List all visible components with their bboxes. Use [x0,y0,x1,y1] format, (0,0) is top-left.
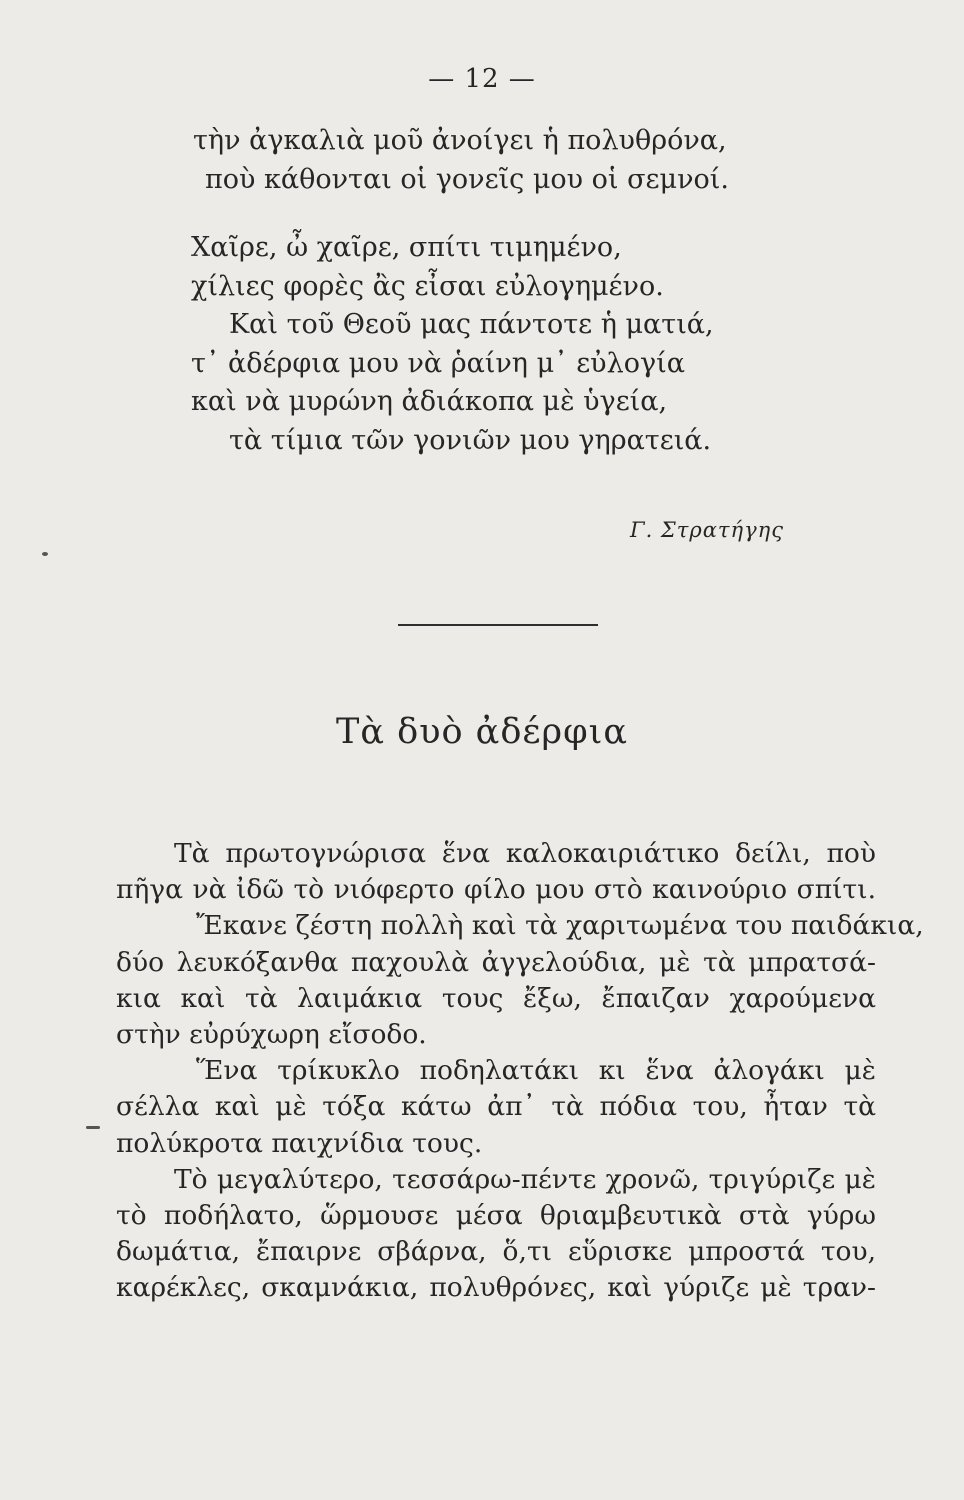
poem [0,122,964,460]
page-number: — 12 — [428,64,536,94]
margin-mark [42,552,48,556]
poem-signature: Γ. Στρατήγης [630,518,785,542]
story-line: πῆγα νὰ ἰδῶ τὸ νιόφερτο φίλο μου στὸ καινούριο σπίτι. [116,874,876,906]
poem-line: τὰ τίμια τῶν γονιῶν μου γηρατειά. [229,424,712,456]
story-line: πολύκροτα παιχνίδια τους. [116,1127,483,1159]
margin-mark [86,1126,100,1129]
story-line: Ἕνα τρίκυκλο ποδηλατάκι κι ἕνα ἀλογάκι μὲ [196,1055,876,1087]
story-title: Τὰ δυὸ ἀδέρφια [336,712,628,752]
poem-line: Καὶ τοῦ Θεοῦ μας πάντοτε ἡ ματιά, [229,309,714,340]
story-text [116,836,924,1306]
story-line: κια καὶ τὰ λαιμάκια τους ἔξω, ἔπαιζαν χαρούμενα [116,982,876,1014]
poem-line: χίλιες φορὲς ἂς εἶσαι εὐλογημένο. [191,270,664,302]
section-divider [398,624,598,626]
story-line: στὴν εὐρύχωρη εἴσοδο. [116,1018,427,1050]
story-line: δωμάτια, ἔπαιρνε σβάρνα, ὅ,τι εὕρισκε μπροστά του, [116,1236,876,1268]
story-line: τὸ ποδήλατο, ὥρμουσε μέσα θριαμβευτικὰ στὰ γύρω [116,1199,876,1231]
poem-line: ποὺ κάθονται οἱ γονεῖς μου οἱ σεμνοί. [205,163,729,195]
poem-line: τὴν ἀγκαλιὰ μοῦ ἀνοίγει ἡ πολυθρόνα, [193,125,727,156]
poem-line: Χαῖρε, ὦ χαῖρε, σπίτι τιμημένο, [191,232,622,263]
story-line: καρέκλες, σκαμνάκια, πολυθρόνες, καὶ γύριζε μὲ τραν- [116,1272,876,1304]
story-line: Τὰ πρωτογνώρισα ἕνα καλοκαιριάτικο δείλι, ποὺ [174,838,876,869]
poem-line: καὶ νὰ μυρώνη ἀδιάκοπα μὲ ὑγεία, [191,386,668,417]
story-line: σέλλα καὶ μὲ τόξα κάτω ἀπ᾿ τὰ πόδια του, ἦταν τὰ [116,1091,876,1123]
story-line: Τὸ μεγαλύτερο, τεσσάρω-πέντε χρονῶ, τριγύριζε μὲ [174,1163,876,1195]
story-line: δύο λευκόξανθα παχουλὰ ἀγγελούδια, μὲ τὰ μπρατσά- [116,946,876,978]
story-line: Ἔκανε ζέστη πολλὴ καὶ τὰ χαριτωμένα του παιδάκια, [196,910,924,942]
poem-line: τ᾿ ἀδέρφια μου νὰ ῥαίνη μ᾿ εὐλογία [191,347,685,379]
